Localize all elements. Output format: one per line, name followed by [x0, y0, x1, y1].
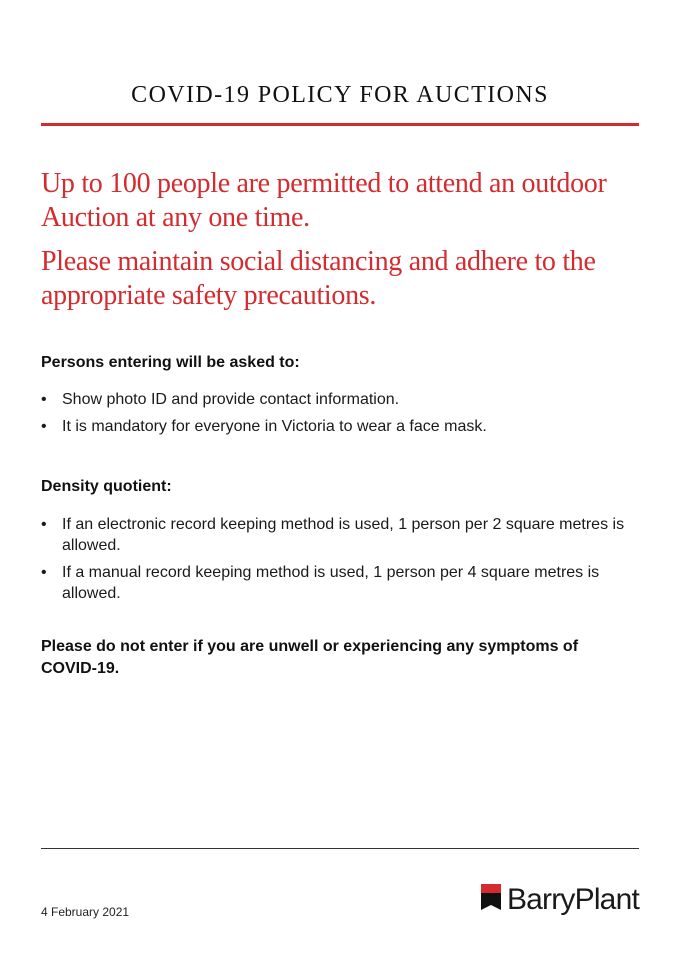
list-item [41, 562, 631, 604]
title-divider [41, 123, 639, 126]
list-item-text: If a manual record keeping method is used, 1 person per 4 square metres is allowed. [62, 564, 600, 602]
logo-text: BarryPlant [506, 883, 639, 916]
section-label-entry: Persons entering will be asked to: [41, 354, 300, 371]
list-item-text: If an electronic record keeping method is used, 1 person per 2 square metres is allowed. [62, 516, 625, 554]
bullet-icon: • [41, 418, 47, 435]
entry-requirements-list [41, 389, 639, 443]
headline-capacity: Up to 100 people are permitted to attend an outdoor Auction at any one time. [41, 168, 607, 233]
closing-notice: Please do not enter if you are unwell or experiencing any symptoms of COVID-19. [41, 638, 579, 677]
list-item [41, 416, 639, 437]
barry-plant-logo [481, 880, 639, 920]
section-label-density: Density quotient: [41, 478, 172, 495]
density-list [41, 514, 631, 610]
headline-distancing: Please maintain social distancing and adhere to the appropriate safety precautions. [41, 246, 596, 311]
list-item [41, 514, 631, 556]
logo-mark-icon [481, 884, 501, 916]
list-item-text: It is mandatory for everyone in Victoria to wear a face mask. [62, 418, 487, 435]
document-date: 4 February 2021 [41, 905, 130, 919]
list-item [41, 389, 639, 410]
bullet-icon: • [41, 391, 47, 408]
document-page [41, 0, 639, 961]
page-title: COVID-19 POLICY FOR AUCTIONS [131, 82, 549, 108]
list-item-text: Show photo ID and provide contact information. [62, 391, 400, 408]
bullet-icon: • [41, 564, 47, 581]
bullet-icon: • [41, 516, 47, 533]
footer-divider [41, 848, 639, 849]
